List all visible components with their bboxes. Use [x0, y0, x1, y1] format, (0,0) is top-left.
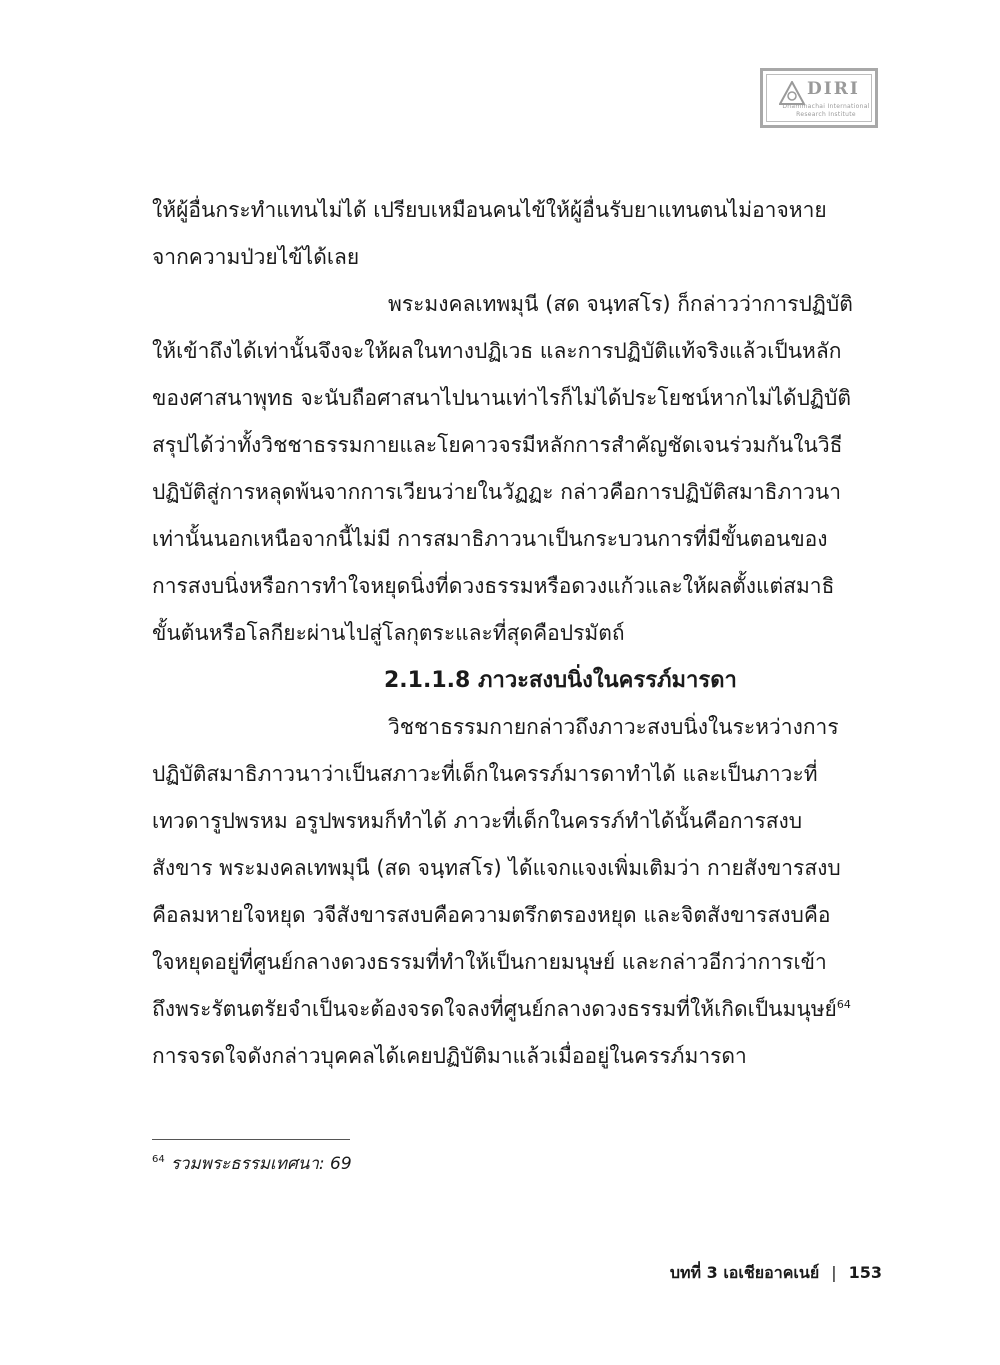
paragraph-line: ปฏิบัติสมาธิภาวนาว่าเป็นสภาวะที่เด็กในครรภ์มารดาทำได้ และเป็นภาวะที่: [152, 762, 818, 786]
footer-separator: |: [831, 1263, 837, 1282]
logo-name: DIRI: [807, 79, 860, 99]
footnote-number: 64: [152, 1154, 165, 1166]
paragraph-line: พระมงคลเทพมุนี (สด จนฺทสโร) ก็กล่าวว่าการปฏิบัติ: [388, 292, 853, 316]
page-footer: [670, 1261, 882, 1286]
paragraph-line: ปฏิบัติสู่การหลุดพ้นจากการเวียนว่ายในวัฏฏะ กล่าวคือการปฏิบัติสมาธิภาวนา: [152, 480, 842, 504]
footnote-text: รวมพระธรรมเทศนา: 69: [170, 1154, 352, 1174]
paragraph-line: เทวดารูปพรหม อรูปพรหมก็ทำได้ ภาวะที่เด็กในครรภ์ทำได้นั้นคือการสงบ: [152, 809, 803, 833]
page-number: 153: [848, 1263, 882, 1282]
paragraph-line: ของศาสนาพุทธ จะนับถือศาสนาไปนานเท่าไรก็ไม่ได้ประโยชน์หากไม่ได้ปฏิบัติ: [152, 386, 851, 410]
diri-triangle-icon: [779, 81, 805, 105]
footnote-reference[interactable]: 64: [836, 998, 851, 1011]
paragraph-line: วิชชาธรรมกายกล่าวถึงภาวะสงบนิ่งในระหว่างการ: [388, 715, 839, 739]
page-body: [152, 187, 882, 1080]
paragraph-line: การจรดใจดังกล่าวบุคคลได้เคยปฏิบัติมาแล้วเมื่ออยู่ในครรภ์มารดา: [152, 1044, 747, 1068]
logo-subtitle-line-1: Dhammachai International: [782, 103, 870, 110]
paragraph-line-text: ถึงพระรัตนตรัยจำเป็นจะต้องจรดใจลงที่ศูนย์กลางดวงธรรมที่ให้เกิดเป็นมนุษย์: [152, 997, 837, 1021]
footnote: [152, 1150, 352, 1177]
paragraph-line: ให้ผู้อื่นกระทำแทนไม่ได้ เปรียบเหมือนคนไข้ให้ผู้อื่นรับยาแทนตนไม่อาจหาย: [152, 198, 827, 222]
paragraph-line: [152, 986, 882, 1033]
paragraph-line: ให้เข้าถึงได้เท่านั้นจึงจะให้ผลในทางปฏิเวธ และการปฏิบัติแท้จริงแล้วเป็นหลัก: [152, 339, 842, 363]
paragraph-line: สรุปได้ว่าทั้งวิชชาธรรมกายและโยคาวจรมีหลักการสำคัญชัดเจนร่วมกันในวิธี: [152, 433, 843, 457]
chapter-title: บทที่ 3 เอเชียอาคเนย์: [669, 1263, 820, 1282]
logo-subtitle-line-2: Research Institute: [796, 111, 856, 118]
paragraph-line: เท่านั้นนอกเหนือจากนี้ไม่มี การสมาธิภาวนาเป็นกระบวนการที่มีขั้นตอนของ: [152, 527, 828, 551]
footnote-divider: [152, 1139, 350, 1140]
paragraph-line: จากความป่วยไข้ได้เลย: [152, 245, 360, 269]
paragraph-line: ขั้นต้นหรือโลกียะผ่านไปสู่โลกุตระและที่สุดคือปรมัตถ์: [152, 621, 625, 645]
paragraph-line: สังขาร พระมงคลเทพมุนี (สด จนฺทสโร) ได้แจกแจงเพิ่มเติมว่า กายสังขารสงบ: [152, 856, 841, 880]
logo-subtitle: [779, 103, 873, 119]
diri-logo: [760, 68, 878, 128]
section-heading: 2.1.1.8 ภาวะสงบนิ่งในครรภ์มารดา: [384, 668, 737, 693]
paragraph-line: การสงบนิ่งหรือการทำใจหยุดนิ่งที่ดวงธรรมหรือดวงแก้วและให้ผลตั้งแต่สมาธิ: [152, 574, 835, 598]
paragraph-line: ใจหยุดอยู่ที่ศูนย์กลางดวงธรรมที่ทำให้เป็นกายมนุษย์ และกล่าวอีกว่าการเข้า: [152, 950, 827, 974]
logo-frame: [766, 74, 872, 122]
paragraph-line: คือลมหายใจหยุด วจีสังขารสงบคือความตรึกตรองหยุด และจิตสังขารสงบคือ: [152, 903, 831, 927]
